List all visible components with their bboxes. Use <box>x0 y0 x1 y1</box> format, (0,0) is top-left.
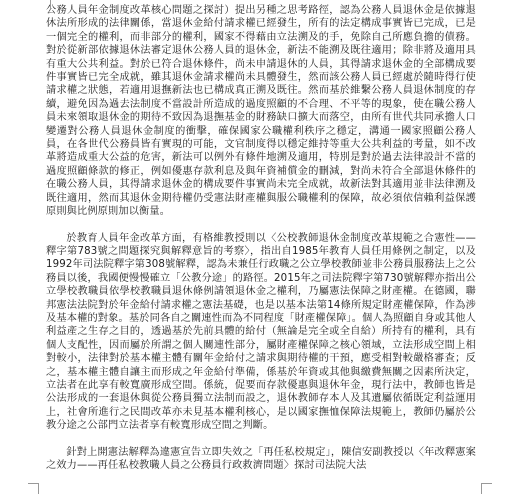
crop-mark-bottom-left <box>28 483 39 494</box>
crop-mark-top-right <box>469 0 480 10</box>
crop-mark-top-left <box>40 0 51 10</box>
document-body <box>46 4 476 472</box>
crop-mark-bottom-right <box>481 483 492 494</box>
paragraph-3: 針對上開憲法解釋為違憲宣告立即失效之「再任私校規定」，陳信安副教授以〈年改釋憲案之效力——再任私校教職人員之公務員行政救濟問題〉探討司法院大法 <box>46 446 476 471</box>
paragraph-1: 公務人員年金制度改革核心問題之探討）提出另種之思考路徑，認為公務人員退休金是依據退休法所形成的法律關係，當退休金給付請求權已經發生，所有的法定構成事實皆已完成，已是一個完全的權利，而非部分的權利，國家不得藉由立法溯及的手，免除自己所應負擔的債務。對於從新部依據退休法審定退休公務人員的退休金，新法不能溯及既往適用；除非將及適用具有重大公共利益。對於已符合退休條件，尚未申請退休的人員，其得請求退休金的全部構成要件事實皆已完全成就，雖其退休金請求權尚未具體發生，然而該公務人員已經處於隨時得行使請求權之狀態，若適用退撫新法也已構成真正溯及既往。然而基於維繫公務人員退休制度的存續，避免因為過去法制度不當設計所造成的過度照顧的不合理、不平等的現象，使在職公務人員未來領取退休金的期待不致因為退撫基金的財務缺口擴大而落空，由所有世代共同承擔人口變遷對公務人員退休金制度的衝擊，確保國家公職權利秩序之穩定，溝通一國家照顧公務人員，在各世代公務員皆有實現的可能，文官制度得以穩定維持等重大公共利益的考量，如不改革將造成重大公益的危害，新法可以例外有條件地溯及適用，特別是對於過去法律設計不當的過度照顧條款的修正，例如優惠存款利息及與年資補償金的刪減，對尚未符合全部退休條件的在職公務人員，其得請求退休金的構成要件事實尚未完全成就，故新法對其適用並非法律溯及既往適用，然而其退休金期待權仍受憲法財產權與服公職權利的保障，故必須依信賴利益保護原則與比例原則加以衡量。 <box>46 5 476 218</box>
paragraph-2: 於教育人員年金改革方面，有格維教授則以〈公校教師退休金制度改革規範之合憲性——釋字第783號之問題探究與解釋意旨的考察〉，指出自1985年教育人員任用條例之制定，以及1992年司法院釋字第308號解釋，認為未兼任行政職之公立學校教師並非公務員服務法上之公務員以後，我國便慢慢確立「公教分途」的路徑。2015年之司法院釋字第730號解釋亦指出公立學校教職員依學校教職員退休條例請領退休金之權利，乃屬憲法保障之財產權。在德國，聯邦憲法法院對於年金給付請求權之憲法基礎，也是以基本法第14條所規定財產權保障，作為涉及基本權的對象。基於同各自之關連性而為不同程度「財產權保障」。個人為照顧自身或其他人利益產之生存之目的，透過基於先前具體的給付（無論是完全或全自給）所持有的權利，具有個人支配性，因而屬於所謂之個人關連性部分，屬財產權保障之核心領域，立法形成空間上相對較小，法律對於基本權主體有關年金給付之請求與期待權的干預，應受相對較嚴格審查；反之，基本權主體自讓主而形成之年金給付準備，係基於年資或其他與繳費無關之因素所決定，立法者在此享有較寬廣形成空間。係統，促要而存款優惠與退休年金，現行法中，教師也皆是公法形成的一套退休與從公務員獨立法制而設之，退休教師存本人及其遺屬依循既定利益運用上，社會所進行之民間改革亦未見基本權利核心，是以國家撫恤保障法規範上，教師仍屬於公教分途之公部門立法者享有較寬形成空間之判斷。 <box>46 232 476 432</box>
